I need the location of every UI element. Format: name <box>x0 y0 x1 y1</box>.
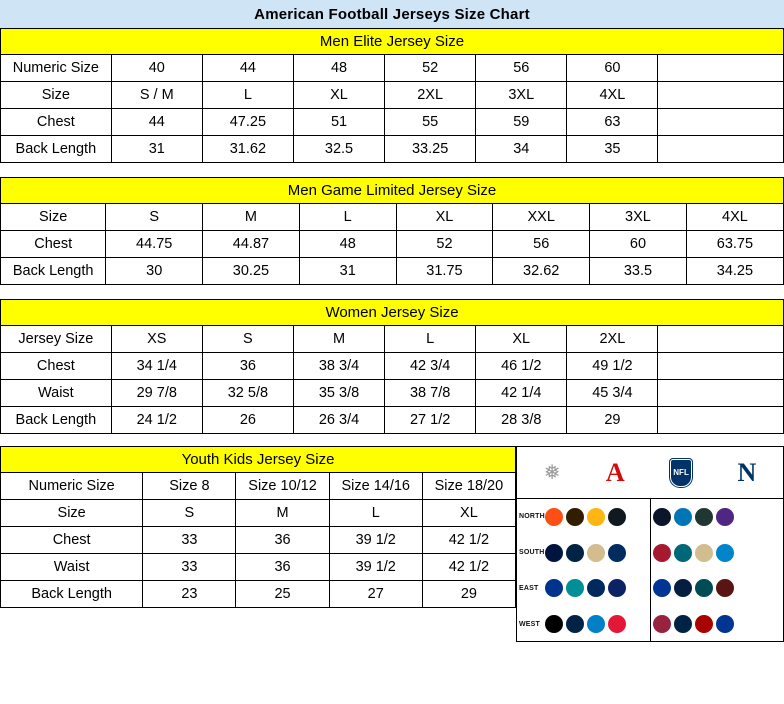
cell: 34 1/4 <box>111 353 202 380</box>
team-logo-icon <box>608 544 626 562</box>
team-logo-icon <box>674 508 692 526</box>
team-logo-icon <box>716 508 734 526</box>
section-women <box>0 299 784 434</box>
division-row <box>517 499 650 535</box>
section-heading-women: Women Jersey Size <box>0 299 784 325</box>
team-logo-icon <box>653 508 671 526</box>
row-label: Chest <box>1 231 106 258</box>
table-row <box>1 581 516 608</box>
cell: 24 1/2 <box>111 407 202 434</box>
team-logo-group <box>545 579 648 597</box>
conference-logos-row <box>517 447 783 499</box>
cell: 32 5/8 <box>202 380 293 407</box>
star-icon: ❅ <box>543 462 561 484</box>
team-logo-icon <box>566 508 584 526</box>
row-label: Waist <box>1 380 112 407</box>
team-logo-group <box>545 615 648 633</box>
nfl-shield-icon: NFL <box>670 459 692 487</box>
cell: 33.25 <box>385 136 476 163</box>
cell: 2XL <box>567 326 658 353</box>
cell: L <box>329 500 422 527</box>
team-logo-icon <box>587 615 605 633</box>
team-logo-icon <box>695 615 713 633</box>
cell-empty <box>658 136 784 163</box>
cell: 38 7/8 <box>385 380 476 407</box>
team-logo-icon <box>566 544 584 562</box>
page-title: American Football Jerseys Size Chart <box>0 0 784 28</box>
nfc-divisions-column <box>651 499 784 642</box>
cell: 33 <box>143 554 236 581</box>
cell: L <box>299 204 396 231</box>
team-logo-group <box>653 579 782 597</box>
cell: M <box>203 204 300 231</box>
team-logo-icon <box>545 508 563 526</box>
cell: XXL <box>493 204 590 231</box>
cell: 31.62 <box>202 136 293 163</box>
spacer <box>0 434 784 446</box>
cell: 38 3/4 <box>293 353 384 380</box>
cell: 29 7/8 <box>111 380 202 407</box>
spacer <box>0 285 784 299</box>
cell: 39 1/2 <box>329 554 422 581</box>
cell: 48 <box>293 55 384 82</box>
table-women <box>0 325 784 434</box>
cell-empty <box>658 353 784 380</box>
table-row <box>1 326 784 353</box>
cell: Size 18/20 <box>422 473 515 500</box>
cell: 42 1/2 <box>422 527 515 554</box>
team-logo-icon <box>566 579 584 597</box>
cell: 33 <box>143 527 236 554</box>
table-row <box>1 231 784 258</box>
table-row <box>1 204 784 231</box>
team-logo-group <box>653 544 782 562</box>
cell-empty <box>658 407 784 434</box>
cell: XS <box>111 326 202 353</box>
team-logo-icon <box>716 544 734 562</box>
cell: 3XL <box>590 204 687 231</box>
section-youth <box>0 446 784 642</box>
cell: 29 <box>567 407 658 434</box>
table-row <box>1 407 784 434</box>
row-label: Numeric Size <box>1 473 143 500</box>
team-logo-icon <box>695 508 713 526</box>
team-logo-icon <box>653 615 671 633</box>
team-logo-icon <box>545 544 563 562</box>
row-label: Waist <box>1 554 143 581</box>
cell: 34 <box>476 136 567 163</box>
table-men-game-limited <box>0 203 784 285</box>
team-logo-icon <box>653 579 671 597</box>
team-logo-icon <box>587 544 605 562</box>
nfc-logo-icon: N <box>737 457 757 487</box>
division-label: WEST <box>519 620 541 628</box>
division-label: NORTH <box>519 513 545 521</box>
division-row <box>651 606 784 642</box>
cell: 47.25 <box>202 109 293 136</box>
team-logo-icon <box>674 579 692 597</box>
cell: 52 <box>385 55 476 82</box>
cell: 60 <box>567 55 658 82</box>
cell: Size 8 <box>143 473 236 500</box>
row-label: Jersey Size <box>1 326 112 353</box>
division-row <box>651 499 784 535</box>
cell: 48 <box>299 231 396 258</box>
cell: 35 <box>567 136 658 163</box>
cell: 40 <box>111 55 202 82</box>
cell: Size 14/16 <box>329 473 422 500</box>
team-logo-icon <box>695 544 713 562</box>
table-row <box>1 136 784 163</box>
cell: 36 <box>202 353 293 380</box>
team-logo-icon <box>674 544 692 562</box>
cell: 63.75 <box>686 231 783 258</box>
cell: 28 3/8 <box>476 407 567 434</box>
division-label: EAST <box>519 584 539 592</box>
cell: 3XL <box>476 82 567 109</box>
youth-table-wrap <box>0 446 516 608</box>
cell: 44.75 <box>106 231 203 258</box>
table-row <box>1 109 784 136</box>
cell: XL <box>422 500 515 527</box>
row-label: Chest <box>1 109 112 136</box>
cell: 23 <box>143 581 236 608</box>
table-men-elite <box>0 54 784 163</box>
table-row <box>1 82 784 109</box>
table-row <box>1 500 516 527</box>
cell: M <box>236 500 329 527</box>
team-logo-group <box>545 508 648 526</box>
cell: 27 1/2 <box>385 407 476 434</box>
section-heading-men-elite: Men Elite Jersey Size <box>0 28 784 54</box>
team-logo-icon <box>716 579 734 597</box>
cell: 32.5 <box>293 136 384 163</box>
cell: S / M <box>111 82 202 109</box>
cell: 4XL <box>567 82 658 109</box>
cell: 44.87 <box>203 231 300 258</box>
team-logo-icon <box>608 615 626 633</box>
row-label: Back Length <box>1 407 112 434</box>
team-logo-group <box>545 544 648 562</box>
cell: 30.25 <box>203 258 300 285</box>
cell: 56 <box>493 231 590 258</box>
cell: 44 <box>111 109 202 136</box>
team-logo-group <box>653 508 782 526</box>
team-logo-icon <box>587 508 605 526</box>
cell: 56 <box>476 55 567 82</box>
team-logo-icon <box>608 508 626 526</box>
spacer <box>0 163 784 177</box>
nfl-team-logos-panel <box>516 446 784 642</box>
cell-empty <box>658 109 784 136</box>
section-men-game-limited <box>0 177 784 285</box>
cell: 32.62 <box>493 258 590 285</box>
cell: L <box>385 326 476 353</box>
cell-empty <box>658 326 784 353</box>
row-label: Back Length <box>1 581 143 608</box>
cell: 36 <box>236 527 329 554</box>
table-row <box>1 258 784 285</box>
team-logo-icon <box>653 544 671 562</box>
cell: 46 1/2 <box>476 353 567 380</box>
cell-empty <box>658 380 784 407</box>
row-label: Chest <box>1 353 112 380</box>
cell: M <box>293 326 384 353</box>
cell: 42 1/4 <box>476 380 567 407</box>
row-label: Size <box>1 82 112 109</box>
table-row <box>1 55 784 82</box>
cell: XL <box>396 204 493 231</box>
row-label: Chest <box>1 527 143 554</box>
cell: 29 <box>422 581 515 608</box>
cell: S <box>143 500 236 527</box>
cell: XL <box>293 82 384 109</box>
cell: 44 <box>202 55 293 82</box>
cell: 60 <box>590 231 687 258</box>
section-heading-men-game-limited: Men Game Limited Jersey Size <box>0 177 784 203</box>
division-row <box>517 571 650 607</box>
team-logo-icon <box>716 615 734 633</box>
division-label: SOUTH <box>519 549 545 557</box>
cell: 26 3/4 <box>293 407 384 434</box>
cell: 59 <box>476 109 567 136</box>
cell: 25 <box>236 581 329 608</box>
cell: 27 <box>329 581 422 608</box>
cell: 63 <box>567 109 658 136</box>
cell: 4XL <box>686 204 783 231</box>
row-label: Size <box>1 500 143 527</box>
table-row <box>1 554 516 581</box>
section-heading-youth: Youth Kids Jersey Size <box>0 446 516 472</box>
cell: S <box>106 204 203 231</box>
cell: 31 <box>299 258 396 285</box>
cell: XL <box>476 326 567 353</box>
divisions-grid <box>517 499 783 642</box>
cell: 30 <box>106 258 203 285</box>
team-logo-icon <box>608 579 626 597</box>
cell: S <box>202 326 293 353</box>
team-logo-group <box>653 615 782 633</box>
cell: 35 3/8 <box>293 380 384 407</box>
table-row <box>1 527 516 554</box>
cell: 26 <box>202 407 293 434</box>
cell: 31 <box>111 136 202 163</box>
cell: L <box>202 82 293 109</box>
cell: 52 <box>396 231 493 258</box>
table-row <box>1 473 516 500</box>
team-logo-icon <box>545 615 563 633</box>
afc-group <box>605 457 625 487</box>
cell: 33.5 <box>590 258 687 285</box>
team-logo-icon <box>545 579 563 597</box>
cell: 45 3/4 <box>567 380 658 407</box>
team-logo-icon <box>695 579 713 597</box>
division-row <box>517 535 650 571</box>
table-youth <box>0 472 516 608</box>
table-row <box>1 353 784 380</box>
section-men-elite <box>0 28 784 163</box>
cell: 51 <box>293 109 384 136</box>
row-label: Back Length <box>1 136 112 163</box>
afc-logo-icon: A <box>605 457 625 487</box>
cell: 34.25 <box>686 258 783 285</box>
cell: 49 1/2 <box>567 353 658 380</box>
cell-empty <box>658 55 784 82</box>
cell: 31.75 <box>396 258 493 285</box>
cell: Size 10/12 <box>236 473 329 500</box>
row-label: Size <box>1 204 106 231</box>
team-logo-icon <box>587 579 605 597</box>
cell: 42 1/2 <box>422 554 515 581</box>
cell-empty <box>658 82 784 109</box>
division-row <box>651 535 784 571</box>
division-row <box>651 571 784 607</box>
team-logo-icon <box>566 615 584 633</box>
cell: 36 <box>236 554 329 581</box>
row-label: Back Length <box>1 258 106 285</box>
nfc-group <box>737 457 757 487</box>
cell: 55 <box>385 109 476 136</box>
row-label: Numeric Size <box>1 55 112 82</box>
cell: 39 1/2 <box>329 527 422 554</box>
afc-divisions-column <box>517 499 651 642</box>
team-logo-icon <box>674 615 692 633</box>
cell: 42 3/4 <box>385 353 476 380</box>
division-row <box>517 606 650 642</box>
cell: 2XL <box>385 82 476 109</box>
table-row <box>1 380 784 407</box>
